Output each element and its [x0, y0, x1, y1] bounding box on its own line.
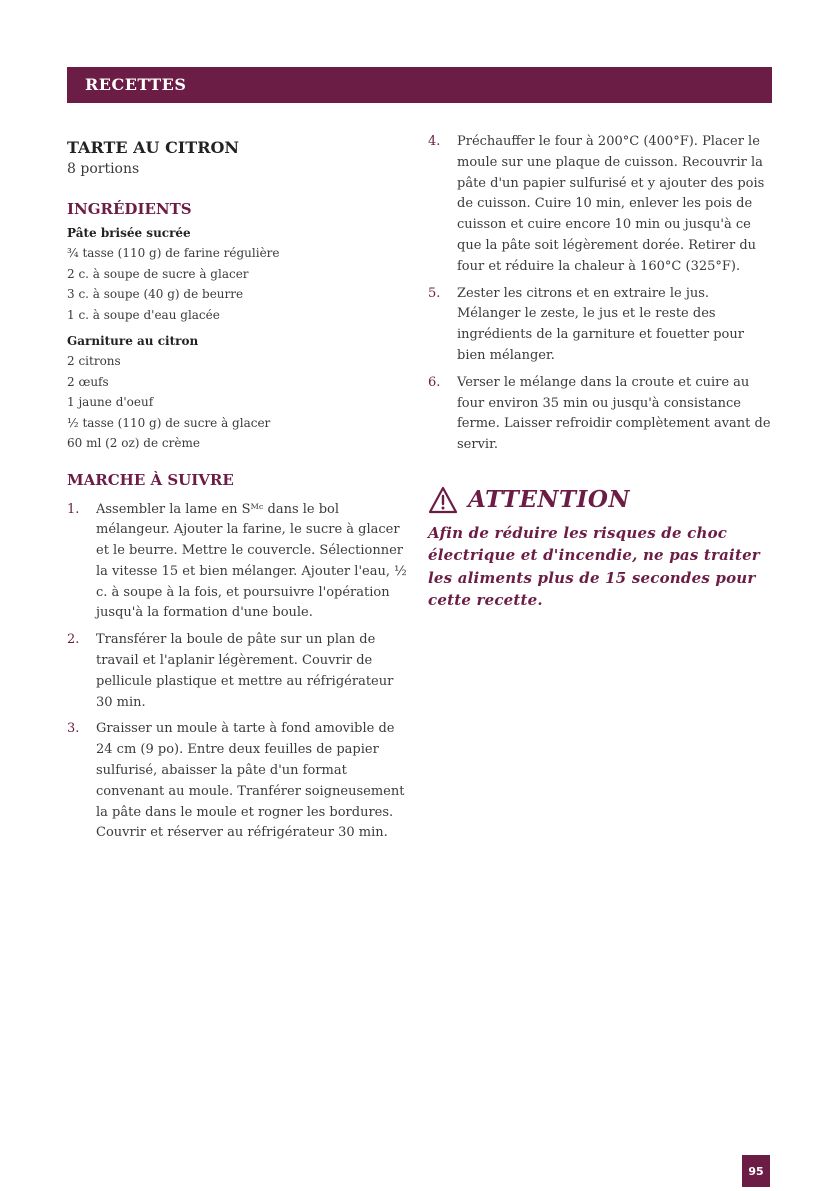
- step-item: [67, 630, 407, 713]
- right-column: [428, 134, 773, 612]
- step-text: Préchauffer le four à 200°C (400°F). Placer le moule sur une plaque de cuisson. Recouvrir la pâte d'un papier sulfurisé et y ajouter des pois de cuisson. Cuire 10 min, enlever les pois de cuisson et cuire encore 10 min ou jusqu'à ce que la pâte soit légèrement dorée. Retirer du four et réduire la chaleur à 160°C (325°F).: [457, 134, 765, 274]
- ingredients-heading: INGRÉDIENTS: [67, 200, 192, 218]
- section-title: RECETTES: [85, 75, 187, 94]
- ingredient-group-title: Pâte brisée sucrée: [67, 226, 191, 240]
- section-header-band: [67, 67, 772, 103]
- steps-list-continued: [428, 132, 773, 456]
- ingredient-item: 2 citrons: [67, 354, 121, 368]
- step-text: Assembler la lame en Sᴹᶜ dans le bol mélangeur. Ajouter la farine, le sucre à glacer et le beurre. Mettre le couvercle. Sélectionner la vitesse 15 et bien mélanger. Ajouter l'eau, ½ c. à soupe à la fois, et poursuivre l'opération jusqu'à la formation d'une boule.: [96, 501, 407, 621]
- ingredient-item: 60 ml (2 oz) de crème: [67, 436, 200, 450]
- ingredient-list: [67, 351, 407, 454]
- step-number: 2.: [67, 632, 80, 648]
- step-text: Verser le mélange dans la croute et cuire au four environ 35 min ou jusqu'à consistance ferme. Laisser refroidir complètement avant de servir.: [457, 374, 771, 453]
- step-number: 3.: [67, 721, 80, 737]
- ingredient-item: 2 c. à soupe de sucre à glacer: [67, 266, 249, 281]
- step-text: Graisser un moule à tarte à fond amovible de 24 cm (9 po). Entre deux feuilles de papier sulfurisé, abaisser la pâte d'un format convenant au moule. Tranférer soigneusement la pâte dans le moule et rogner les bordures. Couvrir et réserver au réfrigérateur 30 min.: [96, 721, 405, 841]
- step-item: [428, 132, 773, 278]
- step-number: 5.: [428, 285, 441, 301]
- step-number: 1.: [67, 501, 80, 517]
- step-item: [428, 373, 773, 456]
- ingredient-item: 1 jaune d'oeuf: [67, 395, 154, 409]
- ingredient-item: 3 c. à soupe (40 g) de beurre: [67, 287, 244, 301]
- page-number: 95: [742, 1155, 770, 1187]
- step-item: [67, 719, 407, 844]
- warning-triangle-icon: [428, 486, 458, 514]
- ingredient-list: [67, 243, 407, 325]
- step-item: [67, 500, 407, 625]
- step-number: 4.: [428, 134, 441, 149]
- attention-header: [428, 486, 773, 514]
- step-item: [428, 284, 773, 367]
- ingredient-item: 2 œufs: [67, 374, 109, 389]
- step-text: Transférer la boule de pâte sur un plan de travail et l'aplanir légèrement. Couvrir de pellicule plastique et mettre au réfrigérateur 30 min.: [96, 632, 394, 710]
- steps-list: [67, 500, 407, 845]
- step-number: 6.: [428, 374, 441, 390]
- step-text: Zester les citrons et en extraire le jus. Mélanger le zeste, le jus et le reste des ingrédients de la garniture et fouetter pour bien mélanger.: [457, 285, 744, 363]
- attention-box: [428, 486, 773, 612]
- left-column: [67, 138, 407, 844]
- ingredient-item: 1 c. à soupe d'eau glacée: [67, 307, 220, 322]
- recipe-title: TARTE AU CITRON: [67, 138, 240, 157]
- ingredient-item: ½ tasse (110 g) de sucre à glacer: [67, 415, 271, 430]
- ingredient-item: ¾ tasse (110 g) de farine régulière: [67, 246, 280, 260]
- steps-heading: MARCHE À SUIVRE: [67, 470, 234, 489]
- portions: 8 portions: [67, 161, 140, 177]
- attention-title: ATTENTION: [468, 486, 630, 514]
- attention-text: Afin de réduire les risques de choc électrique et d'incendie, ne pas traiter les aliments plus de 15 secondes pour cette recette.: [428, 523, 760, 610]
- ingredient-group-title: Garniture au citron: [67, 334, 199, 348]
